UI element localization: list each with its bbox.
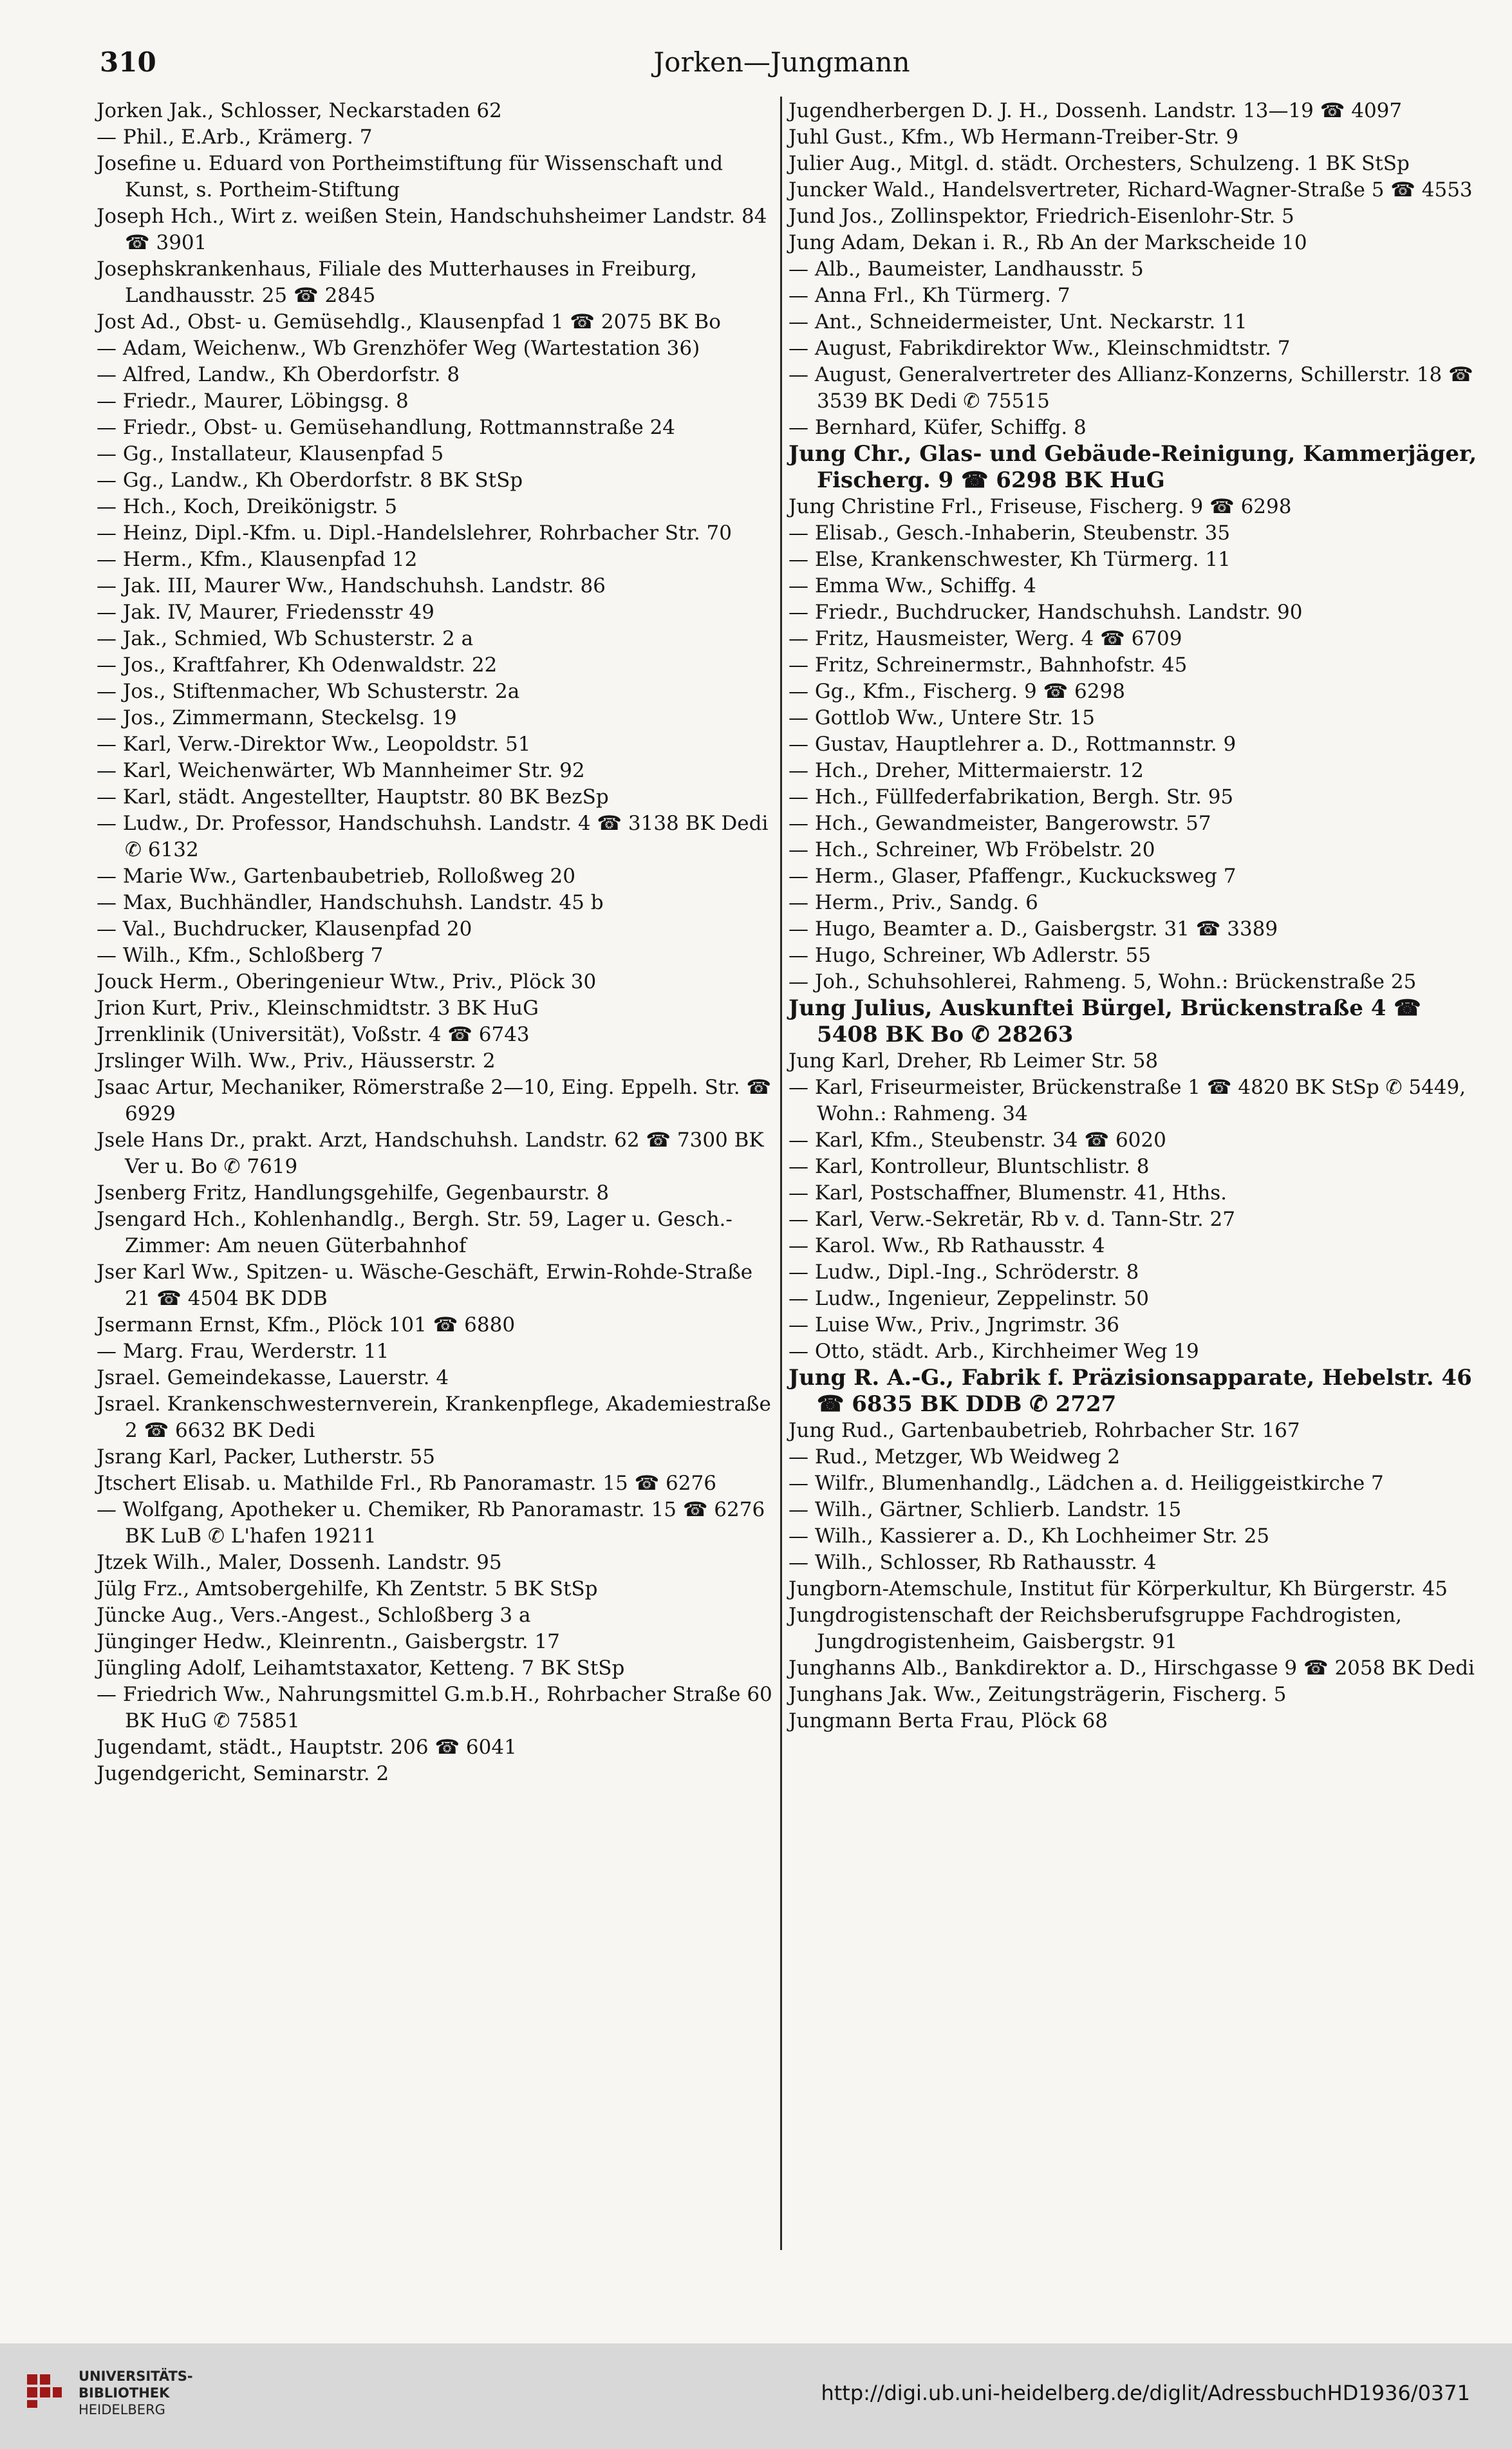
directory-entry: — Marie Ww., Gartenbaubetrieb, Rolloßweg 20 bbox=[97, 865, 575, 888]
directory-entry: — Jak. IV, Maurer, Friedensstr 49 bbox=[97, 601, 434, 624]
directory-entry: — Karl, Verw.-Sekretär, Rb v. d. Tann-Str. 27 bbox=[789, 1208, 1235, 1231]
directory-entry: Jsrang Karl, Packer, Lutherstr. 55 bbox=[97, 1445, 436, 1468]
directory-entry: Jugendamt, städt., Hauptstr. 206 ☎ 6041 bbox=[97, 1736, 517, 1759]
directory-entry: — Wilh., Gärtner, Schlierb. Landstr. 15 bbox=[789, 1498, 1182, 1521]
right-column bbox=[789, 98, 1485, 2251]
directory-entry: — Ant., Schneidermeister, Unt. Neckarstr. 11 bbox=[789, 310, 1247, 333]
footer-bar bbox=[0, 2343, 1512, 2449]
directory-entry: — Karl, Kfm., Steubenstr. 34 ☎ 6020 bbox=[789, 1129, 1166, 1152]
directory-entry: Jung Christine Frl., Friseuse, Fischerg. 9 ☎ 6298 bbox=[789, 495, 1292, 518]
directory-entry: — Karl, Friseurmeister, Brückenstraße 1 ☎ 4820 BK StSp ✆ 5449, Wohn.: Rahmeng. 34 bbox=[789, 1076, 1472, 1125]
directory-entry: Josephskrankenhaus, Filiale des Mutterhauses in Freiburg, Landhausstr. 25 ☎ 2845 bbox=[97, 258, 704, 307]
directory-entry: — Gottlob Ww., Untere Str. 15 bbox=[789, 706, 1095, 729]
directory-entry: — Hch., Dreher, Mittermaierstr. 12 bbox=[789, 759, 1144, 782]
directory-entry: Jsele Hans Dr., prakt. Arzt, Handschuhsh. Landstr. 62 ☎ 7300 BK Ver u. Bo ✆ 7619 bbox=[97, 1129, 770, 1178]
directory-entry: Jrslinger Wilh. Ww., Priv., Häusserstr. 2 bbox=[97, 1049, 496, 1073]
directory-entry: — Gg., Kfm., Fischerg. 9 ☎ 6298 bbox=[789, 680, 1125, 703]
directory-entry: — Jos., Kraftfahrer, Kh Odenwaldstr. 22 bbox=[97, 653, 498, 677]
directory-entry: — Hch., Füllfederfabrikation, Bergh. Str. 95 bbox=[789, 785, 1234, 809]
directory-entry: — Fritz, Schreinermstr., Bahnhofstr. 45 bbox=[789, 653, 1188, 677]
directory-entry: — Wilh., Schlosser, Rb Rathausstr. 4 bbox=[789, 1551, 1157, 1574]
library-logo-icon bbox=[24, 2370, 64, 2410]
directory-entry: — Hch., Koch, Dreikönigstr. 5 bbox=[97, 495, 398, 518]
directory-entry: — Karol. Ww., Rb Rathausstr. 4 bbox=[789, 1234, 1105, 1257]
directory-entry: Jugendgericht, Seminarstr. 2 bbox=[97, 1762, 389, 1785]
directory-entry: — Joh., Schuhsohlerei, Rahmeng. 5, Wohn.: Brückenstraße 25 bbox=[789, 970, 1417, 993]
directory-entry: — Otto, städt. Arb., Kirchheimer Weg 19 bbox=[789, 1340, 1199, 1363]
directory-entry: Jung Julius, Auskunftei Bürgel, Brückenstraße 4 ☎ 5408 BK Bo ✆ 28263 bbox=[789, 995, 1429, 1047]
directory-entry: — Anna Frl., Kh Türmerg. 7 bbox=[789, 284, 1070, 307]
directory-entry: — Luise Ww., Priv., Jngrimstr. 36 bbox=[789, 1313, 1119, 1337]
column-divider bbox=[780, 97, 782, 2250]
directory-entry: — Wolfgang, Apotheker u. Chemiker, Rb Panoramastr. 15 ☎ 6276 BK LuB ✆ L'hafen 19211 bbox=[97, 1498, 772, 1548]
directory-entry: — August, Generalvertreter des Allianz-Konzerns, Schillerstr. 18 ☎ 3539 BK Dedi ✆ 75515 bbox=[789, 363, 1480, 413]
directory-entry: — Wilfr., Blumenhandlg., Lädchen a. d. Heiliggeistkirche 7 bbox=[789, 1472, 1384, 1495]
directory-entry: — Phil., E.Arb., Krämerg. 7 bbox=[97, 126, 373, 149]
left-entry-list bbox=[97, 98, 779, 1787]
directory-entry: — Alb., Baumeister, Landhausstr. 5 bbox=[789, 258, 1144, 281]
directory-entry: — Heinz, Dipl.-Kfm. u. Dipl.-Handelslehrer, Rohrbacher Str. 70 bbox=[97, 521, 733, 545]
page-title: Jorken—Jungmann bbox=[653, 46, 910, 78]
directory-entry: — Friedrich Ww., Nahrungsmittel G.m.b.H., Rohrbacher Straße 60 BK HuG ✆ 75851 bbox=[97, 1683, 779, 1732]
directory-entry: Jsermann Ernst, Kfm., Plöck 101 ☎ 6880 bbox=[97, 1313, 516, 1337]
directory-entry: Jsenberg Fritz, Handlungsgehilfe, Gegenbaurstr. 8 bbox=[97, 1181, 610, 1205]
directory-entry: — Herm., Priv., Sandg. 6 bbox=[789, 891, 1038, 914]
directory-entry: Jsrael. Krankenschwesternverein, Krankenpflege, Akademiestraße 2 ☎ 6632 BK Dedi bbox=[97, 1393, 778, 1442]
directory-entry: — Elisab., Gesch.-Inhaberin, Steubenstr. 35 bbox=[789, 521, 1231, 545]
directory-entry: Jsrael. Gemeindekasse, Lauerstr. 4 bbox=[97, 1366, 449, 1389]
directory-entry: — Gg., Installateur, Klausenpfad 5 bbox=[97, 442, 444, 465]
directory-entry: Jung Adam, Dekan i. R., Rb An der Markscheide 10 bbox=[789, 231, 1307, 254]
directory-entry: Jtschert Elisab. u. Mathilde Frl., Rb Panoramastr. 15 ☎ 6276 bbox=[97, 1472, 716, 1495]
directory-entry: — Emma Ww., Schiffg. 4 bbox=[789, 574, 1036, 597]
directory-entry: Juhl Gust., Kfm., Wb Hermann-Treiber-Str. 9 bbox=[789, 126, 1239, 149]
directory-entry: Jsaac Artur, Mechaniker, Römerstraße 2—10, Eing. Eppelh. Str. ☎ 6929 bbox=[97, 1076, 778, 1125]
directory-entry: Jund Jos., Zollinspektor, Friedrich-Eisenlohr-Str. 5 bbox=[789, 205, 1294, 228]
directory-entry: — Ludw., Dipl.-Ing., Schröderstr. 8 bbox=[789, 1261, 1139, 1284]
directory-entry: Jung Rud., Gartenbaubetrieb, Rohrbacher Str. 167 bbox=[789, 1419, 1300, 1442]
directory-entry: — Hugo, Beamter a. D., Gaisbergstr. 31 ☎ 3389 bbox=[789, 917, 1278, 941]
directory-entry: Jugendherbergen D. J. H., Dossenh. Landstr. 13—19 ☎ 4097 bbox=[789, 99, 1403, 122]
directory-entry: — Karl, Verw.-Direktor Ww., Leopoldstr. 51 bbox=[97, 733, 531, 756]
directory-entry: Jrrenklinik (Universität), Voßstr. 4 ☎ 6743 bbox=[97, 1023, 530, 1046]
directory-entry: — Jak. III, Maurer Ww., Handschuhsh. Landstr. 86 bbox=[97, 574, 606, 597]
directory-entry: Jungmann Berta Frau, Plöck 68 bbox=[789, 1709, 1108, 1732]
directory-entry: — Marg. Frau, Werderstr. 11 bbox=[97, 1340, 389, 1363]
directory-entry: Jser Karl Ww., Spitzen- u. Wäsche-Geschäft, Erwin-Rohde-Straße 21 ☎ 4504 BK DDB bbox=[97, 1261, 760, 1310]
directory-entry: Jrion Kurt, Priv., Kleinschmidtstr. 3 BK HuG bbox=[97, 997, 539, 1020]
directory-entry: — Max, Buchhändler, Handschuhsh. Landstr. 45 b bbox=[97, 891, 604, 914]
directory-entry: — Gustav, Hauptlehrer a. D., Rottmannstr. 9 bbox=[789, 733, 1237, 756]
directory-entry: — Karl, Postschaffner, Blumenstr. 41, Hths. bbox=[789, 1181, 1227, 1205]
directory-entry: — Wilh., Kfm., Schloßberg 7 bbox=[97, 944, 384, 967]
directory-entry: Jung R. A.-G., Fabrik f. Präzisionsapparate, Hebelstr. 46 ☎ 6835 BK DDB ✆ 2727 bbox=[789, 1365, 1480, 1417]
right-entry-list bbox=[789, 98, 1485, 1734]
directory-entry: Junghans Jak. Ww., Zeitungsträgerin, Fischerg. 5 bbox=[789, 1683, 1287, 1706]
directory-entry: Jtzek Wilh., Maler, Dossenh. Landstr. 95 bbox=[97, 1551, 502, 1574]
directory-entry: — Gg., Landw., Kh Oberdorfstr. 8 BK StSp bbox=[97, 469, 523, 492]
directory-entry: — Bernhard, Küfer, Schiffg. 8 bbox=[789, 416, 1087, 439]
directory-entry: Junghanns Alb., Bankdirektor a. D., Hirschgasse 9 ☎ 2058 BK Dedi bbox=[789, 1656, 1475, 1680]
directory-entry: — Jak., Schmied, Wb Schusterstr. 2 a bbox=[97, 627, 474, 650]
directory-entry: — Adam, Weichenw., Wb Grenzhöfer Weg (Wartestation 36) bbox=[97, 337, 700, 360]
directory-entry: Jungdrogistenschaft der Reichsberufsgruppe Fachdrogisten, Jungdrogistenheim, Gaisbergstr. 91 bbox=[789, 1604, 1408, 1653]
directory-entry: — Hugo, Schreiner, Wb Adlerstr. 55 bbox=[789, 944, 1151, 967]
directory-entry: — Wilh., Kassierer a. D., Kh Lochheimer Str. 25 bbox=[789, 1525, 1270, 1548]
directory-entry: — Ludw., Dr. Professor, Handschuhsh. Landstr. 4 ☎ 3138 BK Dedi ✆ 6132 bbox=[97, 812, 775, 861]
directory-entry: — Hch., Gewandmeister, Bangerowstr. 57 bbox=[789, 812, 1211, 835]
directory-entry: — Friedr., Buchdrucker, Handschuhsh. Landstr. 90 bbox=[789, 601, 1303, 624]
directory-entry: Juncker Wald., Handelsvertreter, Richard-Wagner-Straße 5 ☎ 4553 bbox=[789, 178, 1473, 202]
directory-entry: Jüncke Aug., Vers.-Angest., Schloßberg 3 a bbox=[97, 1604, 531, 1627]
page-header bbox=[100, 46, 1464, 85]
directory-entry: Jungborn-Atemschule, Institut für Körperkultur, Kh Bürgerstr. 45 bbox=[789, 1577, 1448, 1600]
directory-entry: — Jos., Zimmermann, Steckelsg. 19 bbox=[97, 706, 457, 729]
directory-entry: — Karl, Weichenwärter, Wb Mannheimer Str. 92 bbox=[97, 759, 585, 782]
directory-entry: Jünginger Hedw., Kleinrentn., Gaisbergstr. 17 bbox=[97, 1630, 560, 1653]
library-name: UNIVERSITÄTS- BIBLIOTHEK HEIDELBERG bbox=[79, 2369, 193, 2417]
directory-entry: Jüngling Adolf, Leihamtstaxator, Ketteng. 7 BK StSp bbox=[97, 1656, 625, 1680]
directory-entry: — Friedr., Maurer, Löbingsg. 8 bbox=[97, 389, 409, 413]
directory-entry: Jorken Jak., Schlosser, Neckarstaden 62 bbox=[97, 99, 502, 122]
directory-entry: — Herm., Glaser, Pfaffengr., Kuckucksweg 7 bbox=[789, 865, 1237, 888]
source-url[interactable]: http://digi.ub.uni-heidelberg.de/diglit/AdressbuchHD1936/0371 bbox=[821, 2381, 1470, 2405]
directory-entry: Jung Karl, Dreher, Rb Leimer Str. 58 bbox=[789, 1049, 1159, 1073]
directory-entry: — Rud., Metzger, Wb Weidweg 2 bbox=[789, 1445, 1121, 1468]
directory-entry: Joseph Hch., Wirt z. weißen Stein, Handschuhsheimer Landstr. 84 ☎ 3901 bbox=[97, 205, 774, 254]
directory-entry: — Karl, städt. Angestellter, Hauptstr. 80 BK BezSp bbox=[97, 785, 609, 809]
directory-entry: Jost Ad., Obst- u. Gemüsehdlg., Klausenpfad 1 ☎ 2075 BK Bo bbox=[97, 310, 721, 333]
directory-entry: Julier Aug., Mitgl. d. städt. Orchesters, Schulzeng. 1 BK StSp bbox=[789, 152, 1410, 175]
directory-entry: — Karl, Kontrolleur, Bluntschlistr. 8 bbox=[789, 1155, 1150, 1178]
directory-entry: Jouck Herm., Oberingenieur Wtw., Priv., Plöck 30 bbox=[97, 970, 597, 993]
directory-entry: Jung Chr., Glas- und Gebäude-Reinigung, Kammerjäger, Fischerg. 9 ☎ 6298 BK HuG bbox=[789, 441, 1485, 493]
directory-entry: Josefine u. Eduard von Portheimstiftung für Wissenschaft und Kunst, s. Portheim-Stiftung bbox=[97, 152, 729, 202]
directory-entry: — Hch., Schreiner, Wb Fröbelstr. 20 bbox=[789, 838, 1155, 861]
directory-entry: — Jos., Stiftenmacher, Wb Schusterstr. 2a bbox=[97, 680, 520, 703]
directory-entry: — August, Fabrikdirektor Ww., Kleinschmidtstr. 7 bbox=[789, 337, 1291, 360]
directory-entry: — Val., Buchdrucker, Klausenpfad 20 bbox=[97, 917, 472, 941]
directory-entry: — Fritz, Hausmeister, Werg. 4 ☎ 6709 bbox=[789, 627, 1182, 650]
page-number: 310 bbox=[100, 46, 156, 78]
directory-entry: Jülg Frz., Amtsobergehilfe, Kh Zentstr. 5 BK StSp bbox=[97, 1577, 598, 1600]
directory-entry: — Herm., Kfm., Klausenpfad 12 bbox=[97, 548, 418, 571]
directory-entry: — Ludw., Ingenieur, Zeppelinstr. 50 bbox=[789, 1287, 1150, 1310]
directory-entry: — Else, Krankenschwester, Kh Türmerg. 11 bbox=[789, 548, 1231, 571]
directory-entry: — Alfred, Landw., Kh Oberdorfstr. 8 bbox=[97, 363, 460, 386]
left-column bbox=[97, 98, 779, 2251]
directory-entry: — Friedr., Obst- u. Gemüsehandlung, Rottmannstraße 24 bbox=[97, 416, 676, 439]
directory-entry: Jsengard Hch., Kohlenhandlg., Bergh. Str. 59, Lager u. Gesch.-Zimmer: Am neuen Güterbahnhof bbox=[97, 1208, 733, 1257]
